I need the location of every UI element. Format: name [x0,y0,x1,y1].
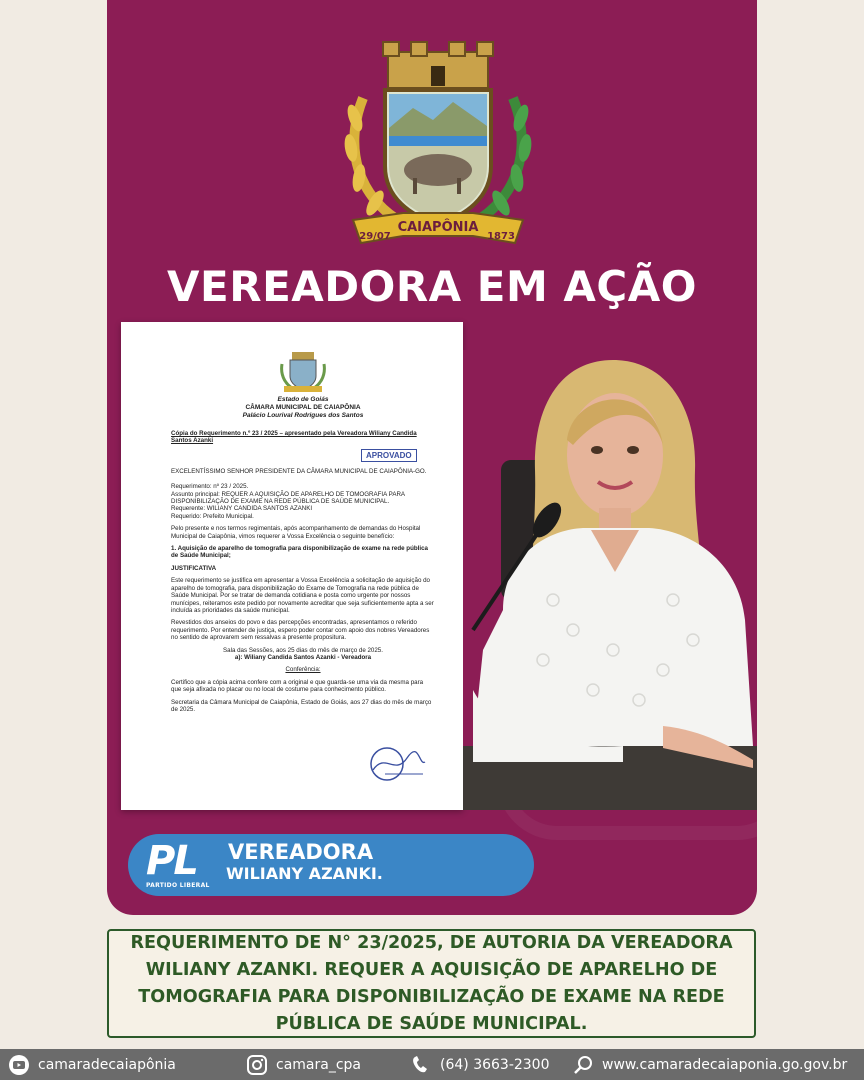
doc-state: Estado de Goiás [277,396,329,403]
doc-session-date: Sala das Sessões, aos 25 dias do mês de março de 2025. [223,646,383,654]
doc-secretariat: Secretaria da Câmara Municipal de Caiapônia, Estado de Goiás, aos 27 dias do mês de março de 2025. [171,698,432,713]
website-url: www.camaradecaiaponia.go.gov.br [602,1057,848,1073]
doc-justification-title: JUSTIFICATIVA [171,564,217,572]
doc-intro: Pelo presente e nos termos regimentais, após acompanhamento de demandas do Hospital Municipal de Caiapônia, vimos requerer a Vossa Excelência o seguinte benefício: [171,525,421,540]
doc-conference-title: Conferência: [285,666,321,674]
doc-certification: Certifico que a cópia acima confere com a original e que guarda-se uma via da mesma para que seja afixada no placar ou no local de costume para conhecimento público. [171,678,424,694]
page-headline: VEREADORA EM AÇÃO [167,262,697,311]
doc-signed: a): Wiliany Candida Santos Azanki - Vereadora [234,653,372,661]
search-icon [572,1055,594,1075]
signature-stamp-icon [367,744,427,784]
svg-text:29/07: 29/07 [359,231,391,242]
doc-palace: Palácio Lourival Rodrigues dos Santos [242,412,364,419]
badge-name: WILIANY AZANKI. [226,864,383,883]
doc-copy-line: Cópia do Requerimento n.º 23 / 2025 – apresentado pela Vereadora Wiliany Candida Santos Azanki [171,430,417,445]
contact-footer [0,1049,864,1080]
doc-closing: Revestidos dos anseios do povo e das percepções encontradas, apresentamos o referido requerimento. Por entender de justiça, espero poder contar com apoio dos nobres Vereadores no sentido de aprovarem sem ressalvas a presente propositura. [171,619,430,642]
doc-req-number: Requerimento: nº 23 / 2025. [171,483,249,491]
party-logo: PL [146,838,197,884]
website-link[interactable] [572,1055,847,1075]
instagram-icon [246,1055,268,1075]
youtube-icon [8,1055,30,1075]
instagram-link[interactable] [246,1055,361,1075]
doc-item: 1. Aquisição de aparelho de tomografia para disponibilização de exame na rede pública de Saúde Municipal; [171,545,428,560]
councilwoman-photo [463,350,757,810]
phone-link[interactable] [410,1055,550,1075]
municipal-crest-logo [333,38,543,258]
party-name: PARTIDO LIBERAL [146,882,210,889]
doc-requester: Requerente: WILIANY CANDIDA SANTOS AZANKI [171,505,313,513]
doc-requested: Requerido: Prefeito Municipal. [171,512,254,520]
approved-stamp: APROVADO [361,449,417,462]
doc-salutation: EXCELENTÍSSIMO SENHOR PRESIDENTE DA CÂMARA MUNICIPAL DE CAIAPÔNIA-GO. [171,467,427,475]
youtube-link[interactable] [8,1055,176,1075]
phone-number: (64) 3663-2300 [440,1057,550,1073]
summary-box [107,929,756,1038]
svg-text:1873: 1873 [487,231,515,242]
document-seal-icon [278,350,328,394]
doc-chamber: CÂMARA MUNICIPAL DE CAIAPÔNIA [245,404,361,411]
requirement-document [121,322,463,810]
youtube-handle: camaradecaiapônia [38,1057,176,1073]
instagram-handle: camara_cpa [276,1057,361,1073]
doc-justification: Este requerimento se justifica em apresentar a Vossa Excelência a solicitação de aquisição do aparelho de tomografia, para disponibilização do Exame de Tomografia na rede pública de Saúde Municipal. Por se tratar de demanda cotidiana e posta como urgente por nossos munícipes, reiteramos este pedido por novamente acreditar que seja suficientemente apta a ser incluída as prioridades da saúde municipal. [171,577,434,614]
doc-subject: Assunto principal: REQUER A AQUISIÇÃO DE APARELHO DE TOMOGRAFIA PARA DISPONIBILIZAÇÃO DE EXAME NA REDE PÚBLICA DE SAÚDE MUNICIPAL. [171,490,405,506]
summary-text: REQUERIMENTO DE N° 23/2025, DE AUTORIA DA VEREADORA WILIANY AZANKI. REQUER A AQUISIÇÃO DE APARELHO DE TOMOGRAFIA PARA DISPONIBILIZAÇÃO DE EXAME NA REDE PÚBLICA DE SAÚDE MUNICIPAL. [130,932,733,1034]
phone-icon [410,1055,432,1075]
badge-title: VEREADORA [228,840,374,864]
svg-text:CAIAPÔNIA: CAIAPÔNIA [397,220,479,235]
